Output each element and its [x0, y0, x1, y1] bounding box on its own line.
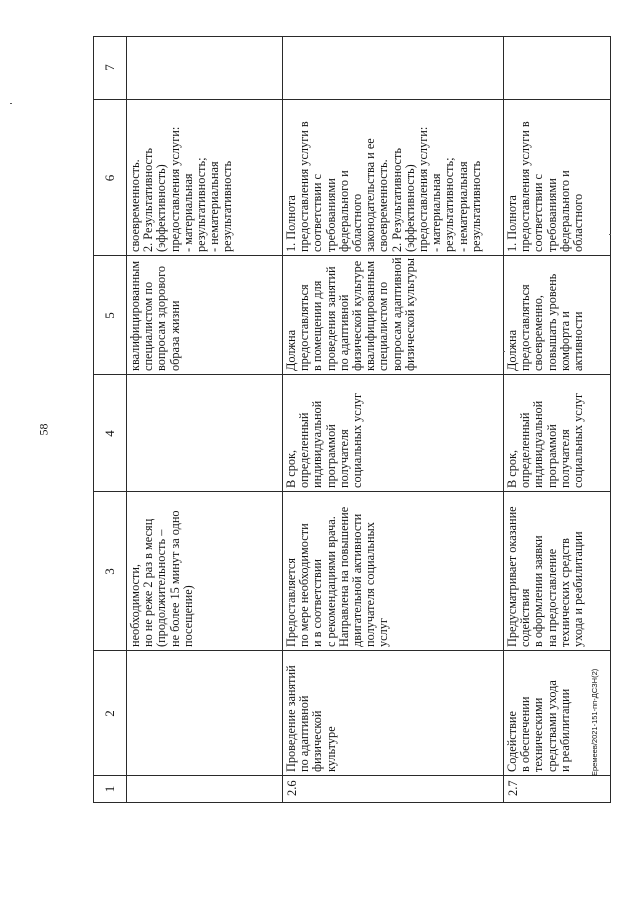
service-conditions: Должна предоставляться своевременно, повышать уровень комфорта и активности: [505, 273, 586, 371]
service-conditions: Должна предоставляться в помещении для проведения занятий по адаптивной физической культуре квалифицированным специалистом по вопросам адаптивной физической культуры: [284, 257, 417, 371]
scan-speck: [503, 351, 505, 352]
column-header-5: 5: [102, 312, 117, 319]
column-header-6: 6: [102, 174, 117, 182]
table-cell: [282, 35, 503, 100]
column-header-1: 1: [102, 785, 117, 793]
row-number: 2.7: [506, 780, 520, 796]
service-term: В срок, определенный индивидуальной программой получателя социальных услуг: [284, 392, 365, 488]
scan-speck: [609, 234, 611, 235]
service-name: Проведение занятий по адаптивной физической культуре: [284, 665, 338, 772]
table-cell: [126, 35, 282, 100]
table-cell: квалифицированным специалистом по вопросам здорового образа жизни: [128, 260, 182, 371]
service-description: Предоставляется по мере необходимости и в соответствии с рекомендациями врача. Направлена на повышение двигательной активности получателя социальных услуг: [284, 506, 391, 647]
table-cell: [126, 375, 282, 492]
scan-speck: [10, 103, 12, 104]
service-term: В срок, определенный индивидуальной программой получателя социальных услуг: [505, 392, 586, 488]
column-header-7: 7: [102, 64, 117, 71]
service-quality-indicators: 1. Полнота предоставления услуги в соответствии с требованиями федерального и областного: [505, 121, 586, 252]
services-table: [93, 36, 611, 803]
column-header-3: 3: [102, 568, 117, 575]
table-cell: [503, 35, 612, 100]
row-number: 2.6: [285, 780, 299, 796]
column-header-2: 2: [102, 710, 117, 717]
service-description: Предусматривает оказание содействия в оформлении заявки на предоставление технических средств ухода и реабилитации: [505, 506, 586, 647]
column-header-4: 4: [102, 430, 117, 437]
service-name: Содействие в обеспечении техническими средствами ухода и реабилитации: [505, 680, 572, 772]
rotated-table-sheet: [93, 36, 611, 803]
footer-reference: Еремеев/2021-151-пп-ДСЗН(2): [590, 668, 599, 776]
table-cell: необходимости, но не реже 2 раз в месяц (продолжительность – не более 15 минут за одно посещение): [128, 510, 195, 647]
table-cell: своевременность. 2. Результативность (эффективность) предоставления услуги: - материальная результативность; - нематериальная результативность: [128, 126, 235, 252]
page-number: 58: [36, 423, 51, 436]
service-quality-indicators: 1. Полнота предоставления услуги в соответствии с требованиями федерального и областного законодательства и ее своевременность. 2. Результативность (эффективность) предоставления услуги: - материальная результативность; - нематериальная результативность: [284, 121, 483, 252]
table-cell: [126, 651, 282, 776]
